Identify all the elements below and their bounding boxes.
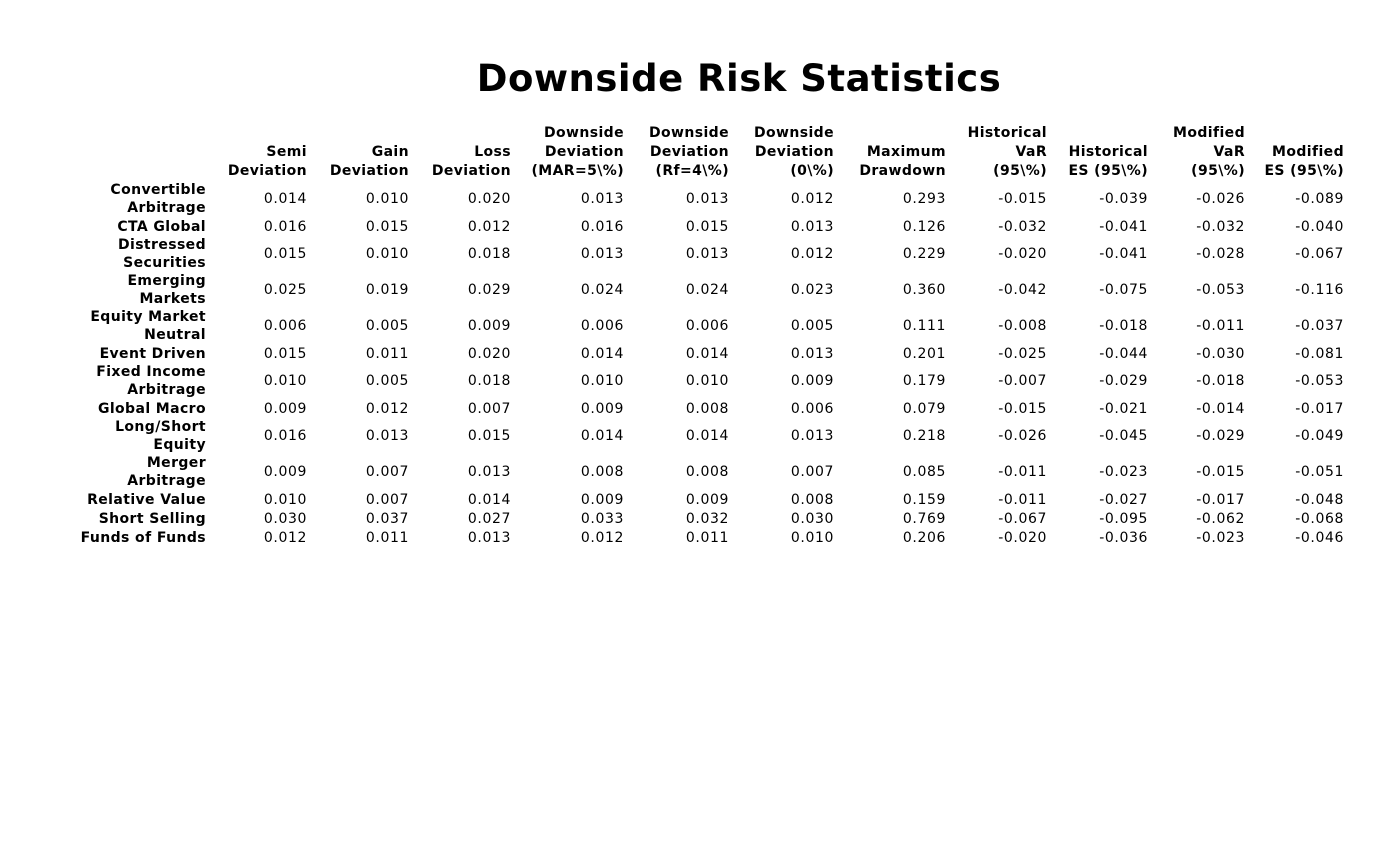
table-cell: -0.007 <box>998 373 1047 389</box>
table-cell: 0.008 <box>790 491 834 508</box>
row-label <box>60 490 206 509</box>
table-cell: -0.044 <box>1099 345 1148 362</box>
column-header-line: (95\%) <box>1191 163 1245 179</box>
table-cell: 0.010 <box>263 373 307 389</box>
column-header-line: Deviation <box>431 163 511 179</box>
table-cell: -0.023 <box>1099 464 1148 480</box>
table-cell: 0.014 <box>580 345 624 362</box>
row-label <box>60 454 206 490</box>
row-label <box>60 528 206 547</box>
table-cell: 0.013 <box>685 191 729 207</box>
table-cell: -0.015 <box>998 400 1047 417</box>
table-cell: 0.013 <box>580 191 624 207</box>
row-label-line: Convertible <box>110 182 206 198</box>
table-cell: 0.769 <box>902 510 946 527</box>
table-row <box>60 528 1344 547</box>
column-header <box>1245 124 1344 181</box>
column-header <box>307 124 409 181</box>
column-header-line: (Rf=4\%) <box>655 163 729 179</box>
table-cell: 0.010 <box>263 491 307 508</box>
row-label-line: Short Selling <box>98 510 206 527</box>
row-label-line: Funds of Funds <box>80 529 206 546</box>
row-label <box>60 418 206 454</box>
table-cell: 0.013 <box>467 464 511 480</box>
table-cell: -0.018 <box>1099 318 1148 334</box>
table-cell: 0.159 <box>902 491 946 508</box>
table-cell: 0.009 <box>685 491 729 508</box>
table-cell: 0.013 <box>790 345 834 362</box>
row-label <box>60 344 206 363</box>
table-cell: -0.029 <box>1196 428 1245 444</box>
table-cell: 0.012 <box>467 218 511 235</box>
column-header-line: Semi <box>266 144 307 160</box>
table-cell: -0.045 <box>1099 428 1148 444</box>
column-header-line: Loss <box>474 144 511 160</box>
header-row <box>60 124 1344 181</box>
table-cell: 0.015 <box>263 246 307 262</box>
column-header-line: Modified <box>1173 125 1245 141</box>
column-header <box>511 124 624 181</box>
table-cell: 0.007 <box>365 491 409 508</box>
corner-cell <box>60 124 206 181</box>
table-cell: 0.032 <box>685 510 729 527</box>
table-body <box>60 181 1344 547</box>
table-cell: 0.009 <box>580 491 624 508</box>
table-cell: -0.067 <box>998 510 1047 527</box>
table-row <box>60 490 1344 509</box>
row-label <box>60 308 206 344</box>
column-header <box>834 124 946 181</box>
table-cell: 0.005 <box>365 318 409 334</box>
table-cell: 0.016 <box>263 428 307 444</box>
table-cell: -0.008 <box>998 318 1047 334</box>
table-cell: 0.201 <box>902 345 946 362</box>
column-header-line: Historical <box>967 125 1047 141</box>
row-label <box>60 363 206 399</box>
table-cell: -0.116 <box>1295 282 1344 298</box>
column-header-line: ES (95\%) <box>1068 163 1148 179</box>
table-cell: 0.005 <box>790 318 834 334</box>
column-header-line: Downside <box>544 125 624 141</box>
table-cell: -0.051 <box>1295 464 1344 480</box>
row-label-line: Arbitrage <box>127 382 206 398</box>
table-row <box>60 217 1344 236</box>
row-label-line: Markets <box>139 291 206 307</box>
table-cell: -0.027 <box>1099 491 1148 508</box>
table-cell: 0.027 <box>467 510 511 527</box>
table-cell: 0.009 <box>467 318 511 334</box>
table-cell: 0.010 <box>685 373 729 389</box>
table-cell: -0.075 <box>1099 282 1148 298</box>
table-cell: 0.014 <box>685 345 729 362</box>
column-header-line: VaR <box>1015 144 1047 160</box>
table-cell: 0.015 <box>467 428 511 444</box>
table-row <box>60 181 1344 217</box>
row-label-line: Securities <box>123 255 206 271</box>
table-cell: 0.008 <box>580 464 624 480</box>
table-cell: 0.009 <box>580 400 624 417</box>
table-cell: 0.011 <box>685 529 729 546</box>
table-cell: 0.020 <box>467 345 511 362</box>
table-cell: -0.028 <box>1196 246 1245 262</box>
row-label-line: Equity Market <box>90 309 206 325</box>
table-cell: 0.011 <box>365 529 409 546</box>
table-cell: 0.012 <box>365 400 409 417</box>
column-header <box>946 124 1047 181</box>
table-cell: -0.067 <box>1295 246 1344 262</box>
column-header <box>624 124 729 181</box>
table-cell: -0.017 <box>1196 491 1245 508</box>
table-cell: 0.015 <box>365 218 409 235</box>
table-cell: 0.014 <box>580 428 624 444</box>
table-cell: 0.007 <box>467 400 511 417</box>
table-cell: -0.025 <box>998 345 1047 362</box>
row-label <box>60 217 206 236</box>
column-header <box>206 124 307 181</box>
table-cell: 0.013 <box>685 246 729 262</box>
table-row <box>60 418 1344 454</box>
table-cell: 0.012 <box>263 529 307 546</box>
table-row <box>60 509 1344 528</box>
table-cell: 0.006 <box>790 400 834 417</box>
row-label-line: Relative Value <box>87 491 206 508</box>
table-cell: 0.013 <box>467 529 511 546</box>
table-cell: -0.015 <box>1196 464 1245 480</box>
table-cell: -0.011 <box>1196 318 1245 334</box>
table-cell: 0.019 <box>365 282 409 298</box>
table-cell: -0.049 <box>1295 428 1344 444</box>
column-header-line: Deviation <box>649 144 729 160</box>
column-header <box>1047 124 1148 181</box>
table-cell: 0.006 <box>685 318 729 334</box>
table-cell: -0.011 <box>998 491 1047 508</box>
table-row <box>60 272 1344 308</box>
column-header-line: Deviation <box>227 163 307 179</box>
table-cell: -0.062 <box>1196 510 1245 527</box>
table-cell: 0.111 <box>902 318 946 334</box>
table-cell: 0.033 <box>580 510 624 527</box>
table-cell: 0.016 <box>263 218 307 235</box>
table-cell: 0.006 <box>580 318 624 334</box>
column-header-line: ES (95\%) <box>1264 163 1344 179</box>
table-cell: 0.014 <box>467 491 511 508</box>
table-cell: 0.013 <box>790 428 834 444</box>
row-label-line: Arbitrage <box>127 200 206 216</box>
row-label-line: Arbitrage <box>127 473 206 489</box>
column-header <box>729 124 834 181</box>
table-cell: 0.013 <box>580 246 624 262</box>
table-cell: 0.010 <box>365 246 409 262</box>
table-cell: 0.037 <box>365 510 409 527</box>
table-cell: 0.015 <box>263 345 307 362</box>
column-header-line: Historical <box>1068 144 1148 160</box>
table-cell: -0.030 <box>1196 345 1245 362</box>
table-cell: 0.218 <box>902 428 946 444</box>
table-cell: 0.229 <box>902 246 946 262</box>
row-label <box>60 399 206 418</box>
table-cell: 0.023 <box>790 282 834 298</box>
table-cell: 0.030 <box>263 510 307 527</box>
table-cell: 0.010 <box>365 191 409 207</box>
table-cell: -0.020 <box>998 246 1047 262</box>
table-cell: 0.126 <box>902 218 946 235</box>
table-cell: 0.012 <box>790 191 834 207</box>
table-cell: 0.013 <box>790 218 834 235</box>
row-label-line: Global Macro <box>97 400 206 417</box>
table-cell: -0.048 <box>1295 491 1344 508</box>
table-cell: -0.042 <box>998 282 1047 298</box>
table-cell: 0.293 <box>902 191 946 207</box>
column-header-line: Downside <box>649 125 729 141</box>
column-header-line: Deviation <box>754 144 834 160</box>
column-header-line: Deviation <box>329 163 409 179</box>
table-cell: 0.015 <box>685 218 729 235</box>
table-cell: 0.018 <box>467 246 511 262</box>
table-cell: -0.032 <box>1196 218 1245 235</box>
table-cell: 0.014 <box>685 428 729 444</box>
row-label <box>60 272 206 308</box>
table-cell: 0.030 <box>790 510 834 527</box>
table-cell: 0.206 <box>902 529 946 546</box>
table-cell: 0.024 <box>580 282 624 298</box>
table-cell: -0.041 <box>1099 246 1148 262</box>
table-cell: 0.007 <box>365 464 409 480</box>
table-cell: -0.020 <box>998 529 1047 546</box>
table-cell: 0.024 <box>685 282 729 298</box>
table-cell: -0.018 <box>1196 373 1245 389</box>
table-row <box>60 236 1344 272</box>
table-cell: 0.016 <box>580 218 624 235</box>
table-row <box>60 308 1344 344</box>
column-header-line: (MAR=5\%) <box>531 163 624 179</box>
table-cell: -0.081 <box>1295 345 1344 362</box>
row-label-line: Emerging <box>127 273 206 289</box>
chart-title: Downside Risk Statistics <box>476 57 1002 100</box>
table-cell: 0.009 <box>790 373 834 389</box>
table-cell: -0.053 <box>1295 373 1344 389</box>
table-cell: 0.014 <box>263 191 307 207</box>
table-cell: -0.053 <box>1196 282 1245 298</box>
table-cell: -0.039 <box>1099 191 1148 207</box>
row-label-line: Distressed <box>117 237 206 253</box>
table-cell: -0.014 <box>1196 400 1245 417</box>
table-row <box>60 399 1344 418</box>
table-cell: 0.085 <box>902 464 946 480</box>
table-cell: 0.009 <box>263 400 307 417</box>
table-cell: 0.079 <box>902 400 946 417</box>
column-header-line: VaR <box>1213 144 1245 160</box>
row-label-line: Long/Short <box>115 419 206 435</box>
table-cell: 0.010 <box>790 529 834 546</box>
row-label <box>60 181 206 217</box>
column-header-line: Maximum <box>866 144 946 160</box>
row-label-line: Merger <box>146 455 206 471</box>
table-cell: 0.009 <box>263 464 307 480</box>
table-cell: -0.029 <box>1099 373 1148 389</box>
table-cell: 0.020 <box>467 191 511 207</box>
column-header-line: (95\%) <box>993 163 1047 179</box>
table-cell: -0.089 <box>1295 191 1344 207</box>
column-header-line: Downside <box>754 125 834 141</box>
table-cell: -0.021 <box>1099 400 1148 417</box>
row-label-line: Event Driven <box>99 345 206 362</box>
table-cell: -0.095 <box>1099 510 1148 527</box>
downside-risk-table <box>60 124 1344 547</box>
table-cell: 0.011 <box>365 345 409 362</box>
column-header-line: Deviation <box>544 144 624 160</box>
column-header-line: Modified <box>1272 144 1344 160</box>
table-cell: -0.036 <box>1099 529 1148 546</box>
table-cell: -0.046 <box>1295 529 1344 546</box>
table-cell: 0.360 <box>902 282 946 298</box>
table-cell: 0.005 <box>365 373 409 389</box>
table-cell: 0.008 <box>685 400 729 417</box>
column-header-line: Gain <box>371 144 409 160</box>
column-header <box>409 124 511 181</box>
table-cell: -0.017 <box>1295 400 1344 417</box>
table-cell: 0.029 <box>467 282 511 298</box>
table-cell: -0.026 <box>998 428 1047 444</box>
table-row <box>60 454 1344 490</box>
table-cell: -0.026 <box>1196 191 1245 207</box>
row-label-line: Neutral <box>144 327 206 343</box>
column-header-line: (0\%) <box>790 163 834 179</box>
row-label-line: CTA Global <box>117 218 206 235</box>
column-header-line: Drawdown <box>859 163 946 179</box>
table-cell: -0.041 <box>1099 218 1148 235</box>
table-cell: 0.018 <box>467 373 511 389</box>
table-cell: 0.012 <box>580 529 624 546</box>
table-row <box>60 363 1344 399</box>
table-cell: 0.006 <box>263 318 307 334</box>
row-label <box>60 509 206 528</box>
table-row <box>60 344 1344 363</box>
table-cell: 0.010 <box>580 373 624 389</box>
row-label <box>60 236 206 272</box>
column-header <box>1148 124 1245 181</box>
table-cell: 0.025 <box>263 282 307 298</box>
table-cell: -0.040 <box>1295 218 1344 235</box>
table-cell: -0.032 <box>998 218 1047 235</box>
table-cell: -0.023 <box>1196 529 1245 546</box>
row-label-line: Fixed Income <box>96 364 206 380</box>
table-cell: 0.012 <box>790 246 834 262</box>
table-cell: 0.008 <box>685 464 729 480</box>
table-cell: -0.068 <box>1295 510 1344 527</box>
table-cell: -0.011 <box>998 464 1047 480</box>
row-label-line: Equity <box>153 437 206 453</box>
table-cell: -0.037 <box>1295 318 1344 334</box>
table-cell: 0.013 <box>365 428 409 444</box>
table-cell: 0.007 <box>790 464 834 480</box>
table-cell: 0.179 <box>902 373 946 389</box>
table-cell: -0.015 <box>998 191 1047 207</box>
